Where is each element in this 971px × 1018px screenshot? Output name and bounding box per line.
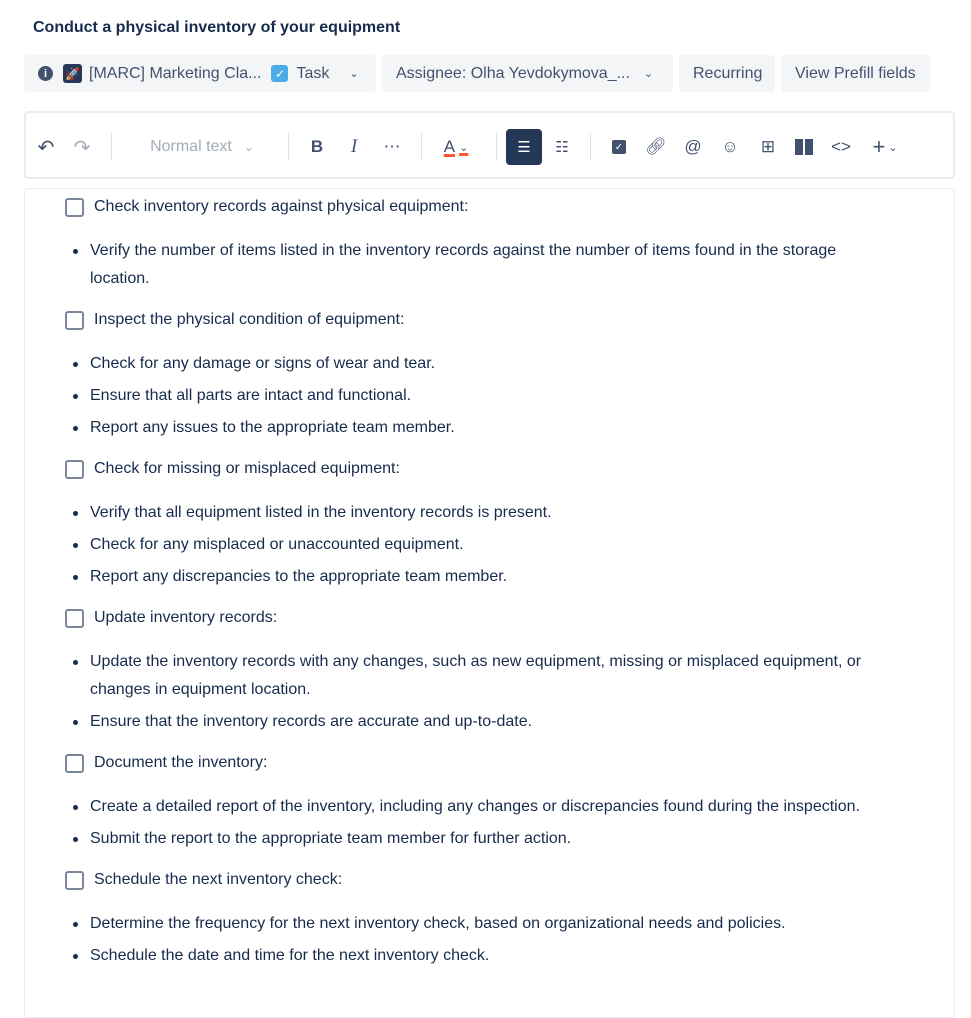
insert-more-icon[interactable]: + ⌄ [872, 134, 898, 159]
task-label: Document the inventory: [94, 754, 268, 771]
mention-icon[interactable]: @ [684, 137, 702, 156]
layouts-icon[interactable] [792, 131, 816, 163]
info-icon[interactable]: i [38, 66, 53, 81]
assignee-selector[interactable] [382, 55, 673, 92]
code-icon[interactable]: <> [831, 137, 851, 156]
list-item: Determine the frequency for the next inventory check, based on organizational needs and policies. [65, 910, 954, 938]
emoji-icon[interactable]: ☺ [721, 137, 739, 156]
list-item: Ensure that the inventory records are accurate and up-to-date. [65, 708, 954, 736]
list-item: Ensure that all parts are intact and functional. [65, 382, 954, 410]
text-style-label: Normal text [150, 138, 232, 155]
text-style-dropdown[interactable] [142, 131, 262, 163]
redo-icon[interactable]: ↷ [73, 136, 91, 159]
editor-toolbar [24, 111, 955, 179]
list-item: Submit the report to the appropriate team member for further action. [65, 825, 954, 853]
page-title: Conduct a physical inventory of your equipment [33, 19, 401, 36]
list-item: Schedule the date and time for the next inventory check. [65, 942, 954, 970]
text-color-button[interactable]: A ⌄ [443, 137, 469, 156]
assignee-label: Assignee: Olha Yevdokymova_... [396, 64, 630, 82]
task-item [65, 306, 954, 334]
view-prefill-fields-button[interactable]: View Prefill fields [781, 55, 930, 92]
chevron-down-icon: ⌄ [349, 68, 359, 80]
task-label: Inspect the physical condition of equipment: [94, 311, 405, 328]
action-item-icon[interactable]: ✓ [608, 131, 630, 163]
chevron-down-icon: ⌄ [643, 68, 654, 80]
list-item: Check for any misplaced or unaccounted equipment. [65, 531, 954, 559]
italic-button[interactable]: I [350, 136, 358, 157]
list-item: Update the inventory records with any changes, such as new equipment, missing or misplaced equipment, or changes in equipment location. [65, 648, 954, 704]
list-item: Verify that all equipment listed in the inventory records is present. [65, 499, 954, 527]
task-label: Update inventory records: [94, 609, 278, 626]
task-item [65, 749, 954, 777]
bullet-list [65, 648, 954, 736]
project-name: [MARC] Marketing Cla... [89, 64, 262, 82]
issue-type-selector[interactable] [24, 55, 376, 92]
task-checkbox[interactable] [65, 311, 84, 330]
task-label: Check inventory records against physical equipment: [94, 198, 469, 215]
task-item [65, 866, 954, 894]
link-icon[interactable]: 🔗︎ [645, 137, 667, 156]
bullet-list [65, 499, 954, 591]
list-item: Verify the number of items listed in the inventory records against the number of items found in the storage location. [65, 237, 954, 293]
task-label: Schedule the next inventory check: [94, 871, 343, 888]
task-item [65, 193, 954, 221]
bullet-list-button[interactable]: ☰ [506, 129, 542, 165]
project-rocket-icon: 🚀 [63, 64, 82, 83]
list-item: Report any issues to the appropriate team member. [65, 414, 954, 442]
more-formatting-button[interactable]: ⋯ [383, 137, 401, 156]
task-checkbox[interactable] [65, 754, 84, 773]
bullet-list [65, 793, 954, 853]
recurring-button[interactable]: Recurring [679, 55, 775, 92]
list-item: Report any discrepancies to the appropriate team member. [65, 563, 954, 591]
list-item: Check for any damage or signs of wear and tear. [65, 350, 954, 378]
task-label: Check for missing or misplaced equipment: [94, 460, 400, 477]
table-icon[interactable]: ⊞ [760, 137, 776, 156]
issue-type: Task [296, 64, 330, 82]
task-item [65, 604, 954, 632]
bullet-list [65, 910, 954, 970]
bullet-list [65, 237, 954, 293]
task-checkbox[interactable] [65, 198, 84, 217]
task-item [65, 455, 954, 483]
chevron-down-icon: ⌄ [243, 140, 254, 154]
bold-button[interactable]: B [310, 137, 324, 156]
task-checkbox[interactable] [65, 460, 84, 479]
bullet-list [65, 350, 954, 442]
editor-content[interactable] [24, 188, 955, 1018]
task-checkbox[interactable] [65, 609, 84, 628]
list-item: Create a detailed report of the inventory, including any changes or discrepancies found during the inspection. [65, 793, 954, 821]
undo-icon[interactable]: ↶ [37, 136, 55, 159]
task-type-icon: ✓ [271, 65, 288, 82]
task-checkbox[interactable] [65, 871, 84, 890]
numbered-list-button[interactable]: ☷ [555, 139, 569, 156]
